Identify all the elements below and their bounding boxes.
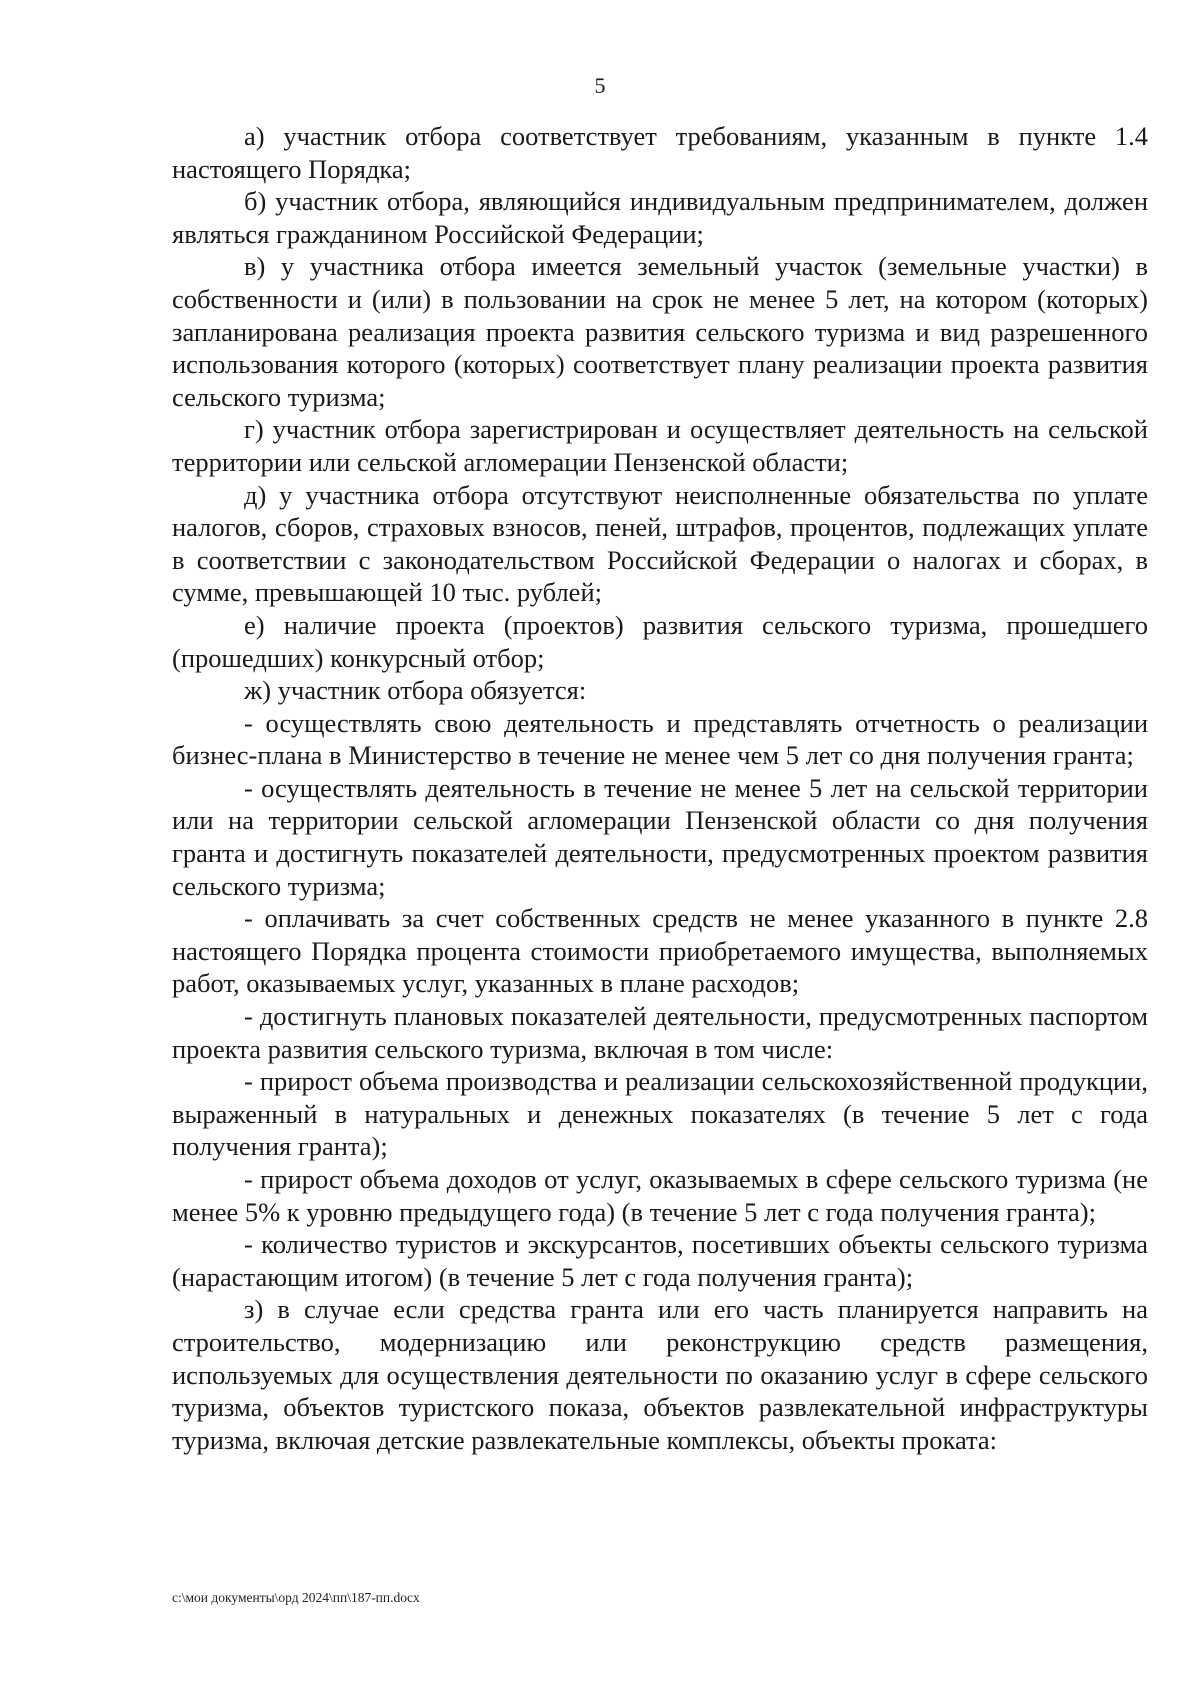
list-item-indicators: - достигнуть плановых показателей деятельности, предусмотренных паспортом проекта развития сельского туризма, включая в том числе:	[172, 1001, 1148, 1064]
footer-file-path: c:\мои документы\орд 2024\пп\187-пп.docx	[172, 1590, 420, 1605]
paragraph-g: г) участник отбора зарегистрирован и осуществляет деятельность на сельской территории или сельской агломерации Пензенской области;	[172, 414, 1148, 477]
paragraph-b: б) участник отбора, являющийся индивидуальным предпринимателем, должен являться гражданином Российской Федерации;	[172, 186, 1148, 249]
list-item-income-growth: - прирост объема доходов от услуг, оказываемых в сфере сельского туризма (не менее 5% к уровню предыдущего года) (в течение 5 лет с года получения гранта);	[172, 1164, 1148, 1227]
paragraph-d: д) у участника отбора отсутствуют неисполненные обязательства по уплате налогов, сборов, страховых взносов, пеней, штрафов, процентов, подлежащих уплате в соответствии с законодательством Российской Федерации о налогах и сборах, в сумме, превышающей 10 тыс. рублей;	[172, 479, 1148, 608]
document-body	[172, 120, 1148, 1456]
paragraph-a: а) участник отбора соответствует требованиям, указанным в пункте 1.4 настоящего Порядка;	[172, 121, 1148, 184]
list-item-production-growth: - прирост объема производства и реализации сельскохозяйственной продукции, выраженный в натуральных и денежных показателях (в течение 5 лет с года получения гранта);	[172, 1066, 1148, 1162]
page-number: 5	[594, 73, 606, 98]
list-item-reporting: - осуществлять свою деятельность и представлять отчетность о реализации бизнес-плана в Министерство в течение не менее чем 5 лет со дня получения гранта;	[172, 707, 1148, 771]
paragraph-zh: ж) участник отбора обязуется:	[244, 675, 587, 706]
list-item-tourists-count: - количество туристов и экскурсантов, посетивших объекты сельского туризма (нарастающим итогом) (в течение 5 лет с года получения гранта);	[172, 1229, 1148, 1292]
paragraph-e: е) наличие проекта (проектов) развития сельского туризма, прошедшего (прошедших) конкурсный отбор;	[172, 609, 1148, 673]
list-item-activity: - осуществлять деятельность в течение не менее 5 лет на сельской территории или на территории сельской агломерации Пензенской области со дня получения гранта и достигнуть показателей деятельности, предусмотренных проектом развития сельского туризма;	[172, 772, 1148, 901]
paragraph-v: в) у участника отбора имеется земельный участок (земельные участки) в собственности и (или) в пользовании на срок не менее 5 лет, на котором (которых) запланирована реализация проекта развития сельского туризма и вид разрешенного использования которого (которых) соответствует плану реализации проекта развития сельского туризма;	[172, 251, 1148, 412]
list-item-own-funds: - оплачивать за счет собственных средств не менее указанного в пункте 2.8 настоящего Порядка процента стоимости приобретаемого имущества, выполняемых работ, оказываемых услуг, указанных в плане расходов;	[172, 903, 1148, 999]
paragraph-z: з) в случае если средства гранта или его часть планируется направить на строительство, модернизацию или реконструкцию средств размещения, используемых для осуществления деятельности по оказанию услуг в сфере сельского туризма, объектов туристского показа, объектов развлекательной инфраструктуры туризма, включая детские развлекательные комплексы, объекты проката:	[172, 1294, 1148, 1455]
